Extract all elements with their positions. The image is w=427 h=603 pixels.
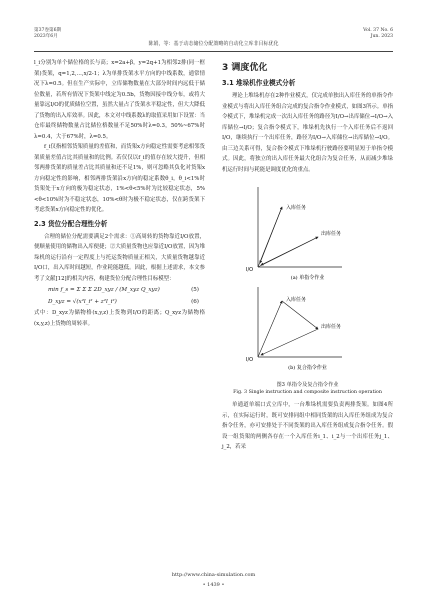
right-column [222, 58, 393, 453]
paragraph: f_i仅指相邻货架质量的差值和，而货架x方向稳定性需要考虑相邻货架质量差值占比其质量和的比例。若仅仅以f_i的值存在较大提升，但相邻两排货架的质量差占比其质量和还不足1%，则可忽略其负化对货架x方向稳定性的影响，相邻两排货架沿x方向的稳定系数θ_i，θ_i<1%时货架处于x方向的极为稳定状态，1%<θ<5%时为比较稳定状态，5%<θ<10%时为不稳定状态，10%<θ时为极不稳定状态，仅在跨货架下考虑货架x方向稳定性的优化。 [34, 144, 205, 213]
outbound-path [261, 329, 318, 355]
label-inbound: 入库任务 [286, 205, 307, 211]
label-outbound: 出库任务 [321, 231, 342, 237]
header-right [363, 28, 393, 40]
footer-url: http://www.china-simulation.com [171, 572, 256, 578]
caption-b: (b) 复合指令作业 [288, 365, 327, 371]
figure-caption-en: Fig. 3 Single instruction and composite instruction operation [233, 390, 382, 395]
page-number: • 1439 • [202, 582, 225, 588]
paragraph: 式中：D_xyz为储物格(x,y,z)上货物到I/O的距离；Q_xyz为储物格(x,y,z)上货物的周转率。 [34, 310, 205, 327]
label-io: I/O [246, 267, 254, 273]
paragraph: 理论上堆垛机存在2种作业模式，仅完成单独出入库任务的单指令作业模式与将出入库任务组合完成的复合指令作业模式，如图3所示。单指令模式下，堆垛机完成一次出入库任务的路径为I/O→出库储位→I/O→入库储位→I/O；复合指令模式下，堆垛机先执行一个入库任务后不返回I/O，继续执行一个出库任务，路径为I/O→入库储位→出库储位→I/O。由三边关系可得，复合指令模式下堆垛机行驶路径要明显短于单指令模式。因此，将独立的出入库任务最大化组合为复合任务，从而减少堆垛机运行时间与耗能是调度优化的重点。 [222, 93, 393, 173]
equation-number: (5) [191, 287, 199, 293]
paragraph: l_i分别为单个储位格的长与高；x=2a+β，y=2q+1为相邻2排(同一框架)货架，q=1,2,…,x/2-1；λ为单排货架水平方向的中线系数，通常情况下λ=0.5。但在生产实际中，立库储物数量在大部分时间内远低于储位数量，若所有情况下货架中线定为0.5b，货物因接中线分布，或将大量靠远I/O的优质储位空置，虽然大量占了货架水平稳定性，但大大降低了货物的出入库效率。因此，本文对中线系数λ的取值采用如下设置：当仓库最终储物数量占比储位格数量不足50%时λ=0.3，50%~67%时λ=0.4，大于67%时，λ=0.5。 [34, 60, 205, 140]
equation-number: (6) [191, 299, 199, 305]
date-en: Jun. 2023 [370, 34, 393, 39]
date-cn: 2023年6月 [34, 34, 58, 39]
diagram-composite-instruction [246, 287, 342, 371]
volume-cn: 第37卷第6期 [34, 28, 62, 33]
label-outbound: 出库任务 [321, 324, 342, 330]
figure-caption-cn: 图3 单指令及复合指令作业 [276, 382, 339, 388]
paragraph: 合理的储位分配需要满足2个需求：①高周转的货物靠近I/O放置，便顺量使用的储物出入库便捷；②大质量货物也应靠近I/O放置，因为堆垛机的运行沿有一定程度上与托运货物质量正相关，大质量货物越靠近I/O口，出入库时间越短，作业耗能越低。因此，根据上述需求，本文参考了文献[12]的相关内容，构建货位分配合理性目标模型： [34, 233, 205, 282]
diagram-single-instruction [246, 187, 342, 281]
formula-body: min f_s = Σ Σ Σ 2D_xyz / (M_xyz Q_xyz) [48, 287, 160, 293]
return-path [260, 207, 282, 263]
section-heading-3-1: 3.1 堆垛机作业模式分析 [222, 79, 296, 87]
caption-a: (a) 单指令作业 [290, 275, 325, 281]
inbound-path [258, 301, 282, 357]
formula-body: D_xyz = √(x²l_i² + z²l_i²) [48, 299, 117, 305]
header-rule [34, 51, 393, 52]
figure-3 [222, 179, 393, 379]
transfer-path [282, 301, 318, 329]
label-io: I/O [246, 357, 254, 363]
volume-en: Vol. 37 No. 6 [363, 28, 393, 33]
header-left [34, 28, 61, 40]
paragraph: 单通道单端口式立库中，一台堆垛机需要负责两排货架。如图4所示，在实际运行时，既可安排同组中相同货架的出入库任务组成为复合指令任务，亦可安排处于不同货架的出入库任务组成复合指令任务。假设一组货架的两侧各存在一个入库任务i_1、i_2与一个出库任务j_1、j_2，若采 [222, 402, 393, 450]
label-inbound: 入库任务 [286, 297, 307, 303]
left-column [34, 58, 205, 329]
formula-6 [34, 296, 205, 308]
running-title: 陈娟，等：基于动态储位分配策略的自动化立库非目标优化 [148, 41, 279, 47]
formula-5 [34, 284, 205, 296]
section-heading-3: 3 调度优化 [222, 63, 268, 73]
section-heading-2-3: 2.3 货位分配合理性分析 [34, 219, 108, 228]
figure-3-diagram [222, 179, 393, 379]
return-path [261, 237, 318, 265]
